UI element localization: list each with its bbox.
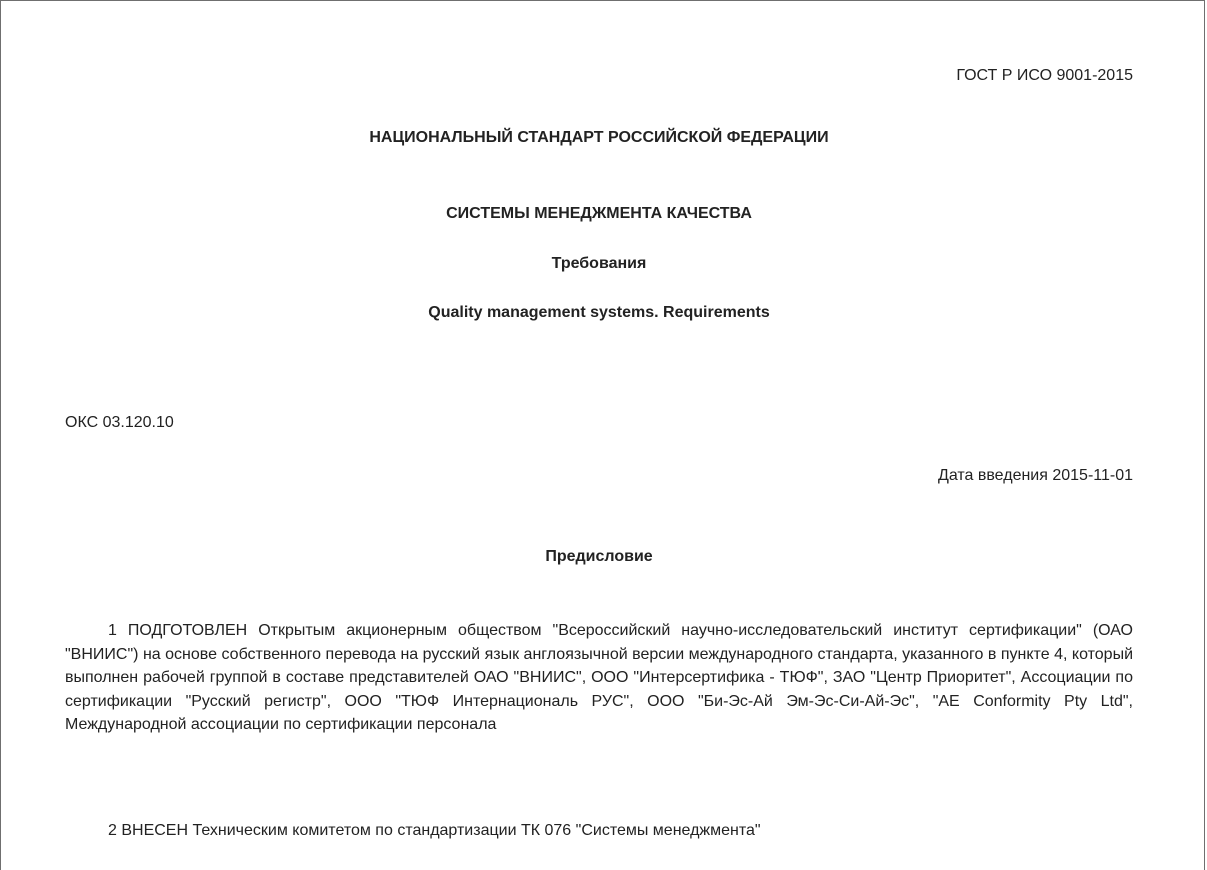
document-subtitle: Требования: [551, 255, 647, 272]
standard-designation: ГОСТ Р ИСО 9001-2015: [956, 67, 1133, 84]
foreword-paragraph-1: 1 ПОДГОТОВЛЕН Открытым акционерным обществом "Всероссийский научно-исследовательский институт сертификации" (ОАО "ВНИИС") на основе собственного перевода на русский язык англоязычной версии международного стандарта, указанного в пункте 4, который выполнен рабочей группой в составе представителей ОАО "ВНИИС", ООО "Интерсертифика - ТЮФ", ЗАО "Центр Приоритет", Ассоциации по сертификации "Русский регистр", ООО "ТЮФ Интернациональ РУС", ООО "Би-Эс-Ай Эм-Эс-Си-Ай-Эс", "АЕ Conformity Pty Ltd", Международной ассоциации по сертификации персонала: [65, 622, 1133, 733]
document-title-english: Quality management systems. Requirements: [428, 304, 770, 321]
oks-code: ОКС 03.120.10: [65, 414, 174, 431]
document-title: СИСТЕМЫ МЕНЕДЖМЕНТА КАЧЕСТВА: [446, 205, 752, 222]
effective-date: Дата введения 2015-11-01: [937, 467, 1133, 484]
foreword-heading: Предисловие: [545, 548, 653, 565]
standard-type-heading: НАЦИОНАЛЬНЫЙ СТАНДАРТ РОССИЙСКОЙ ФЕДЕРАЦИИ: [369, 129, 829, 146]
foreword-paragraph-2: 2 ВНЕСЕН Техническим комитетом по стандартизации ТК 076 "Системы менеджмента": [108, 822, 761, 839]
